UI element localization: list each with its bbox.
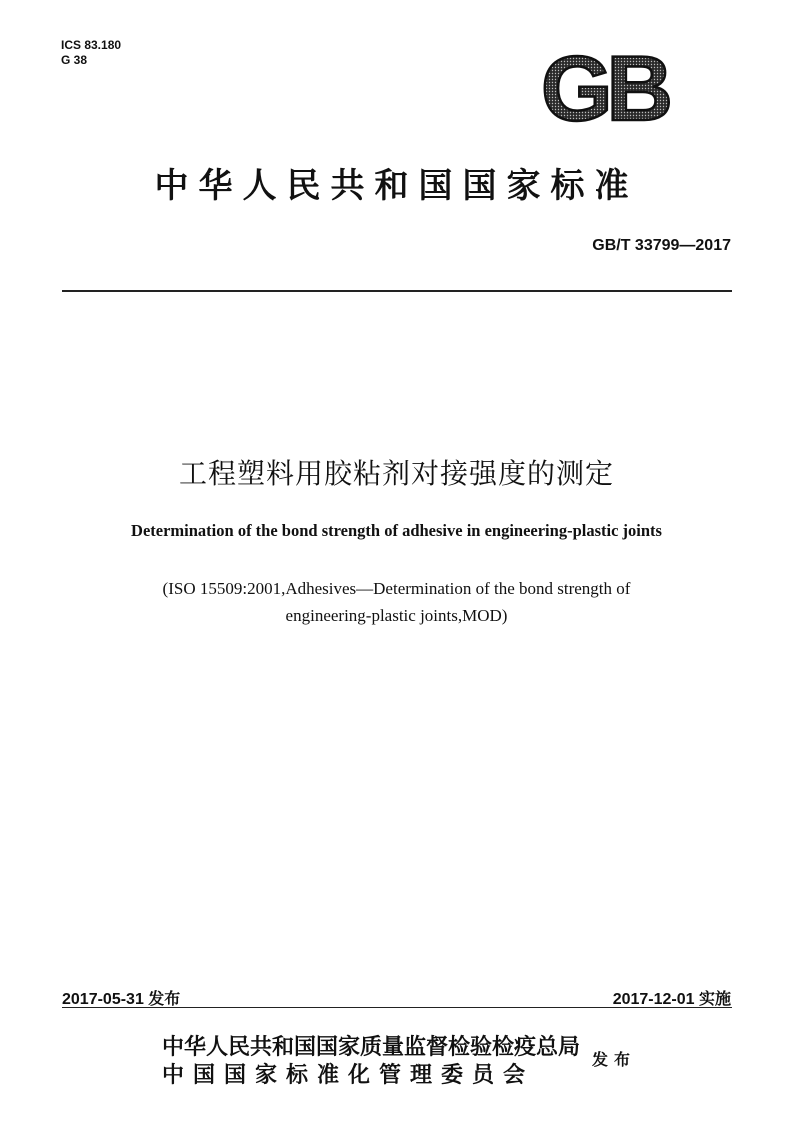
standard-number: GB/T 33799—2017 [592, 237, 731, 254]
publish-label: 发布 [148, 989, 181, 1008]
title-english: Determination of the bond strength of adhesive in engineering-plastic joints [131, 521, 662, 540]
publish-date-block [62, 986, 180, 1009]
classification-codes [61, 38, 121, 68]
standard-name: 中华人民共和国国家标准 [154, 166, 639, 206]
issuer-block [162, 1034, 580, 1090]
issuer-line1: 中华人民共和国国家质量监督检验检疫总局 [162, 1035, 581, 1060]
footer-divider [62, 1007, 732, 1008]
issuer-line2: 中国国家标准化管理委员会 [162, 1063, 535, 1088]
iso-reference-line1: (ISO 15509:2001,Adhesives—Determination of the bond strength of [162, 579, 631, 598]
implement-date-block [613, 986, 731, 1009]
gb-logo [524, 48, 684, 128]
class-code: G 38 [61, 53, 88, 67]
iso-reference [0, 575, 793, 629]
issuer-action: 发布 [592, 1050, 637, 1069]
ics-code: ICS 83.180 [61, 38, 122, 52]
iso-reference-line2: engineering-plastic joints,MOD) [285, 606, 508, 625]
implement-date: 2017-12-01 [612, 991, 695, 1008]
gb-logo-text: GB [541, 48, 667, 128]
header-divider [62, 290, 732, 292]
implement-label: 实施 [698, 989, 731, 1008]
publish-date: 2017-05-31 [62, 991, 144, 1008]
title-chinese: 工程塑料用胶粘剂对接强度的测定 [178, 457, 614, 490]
